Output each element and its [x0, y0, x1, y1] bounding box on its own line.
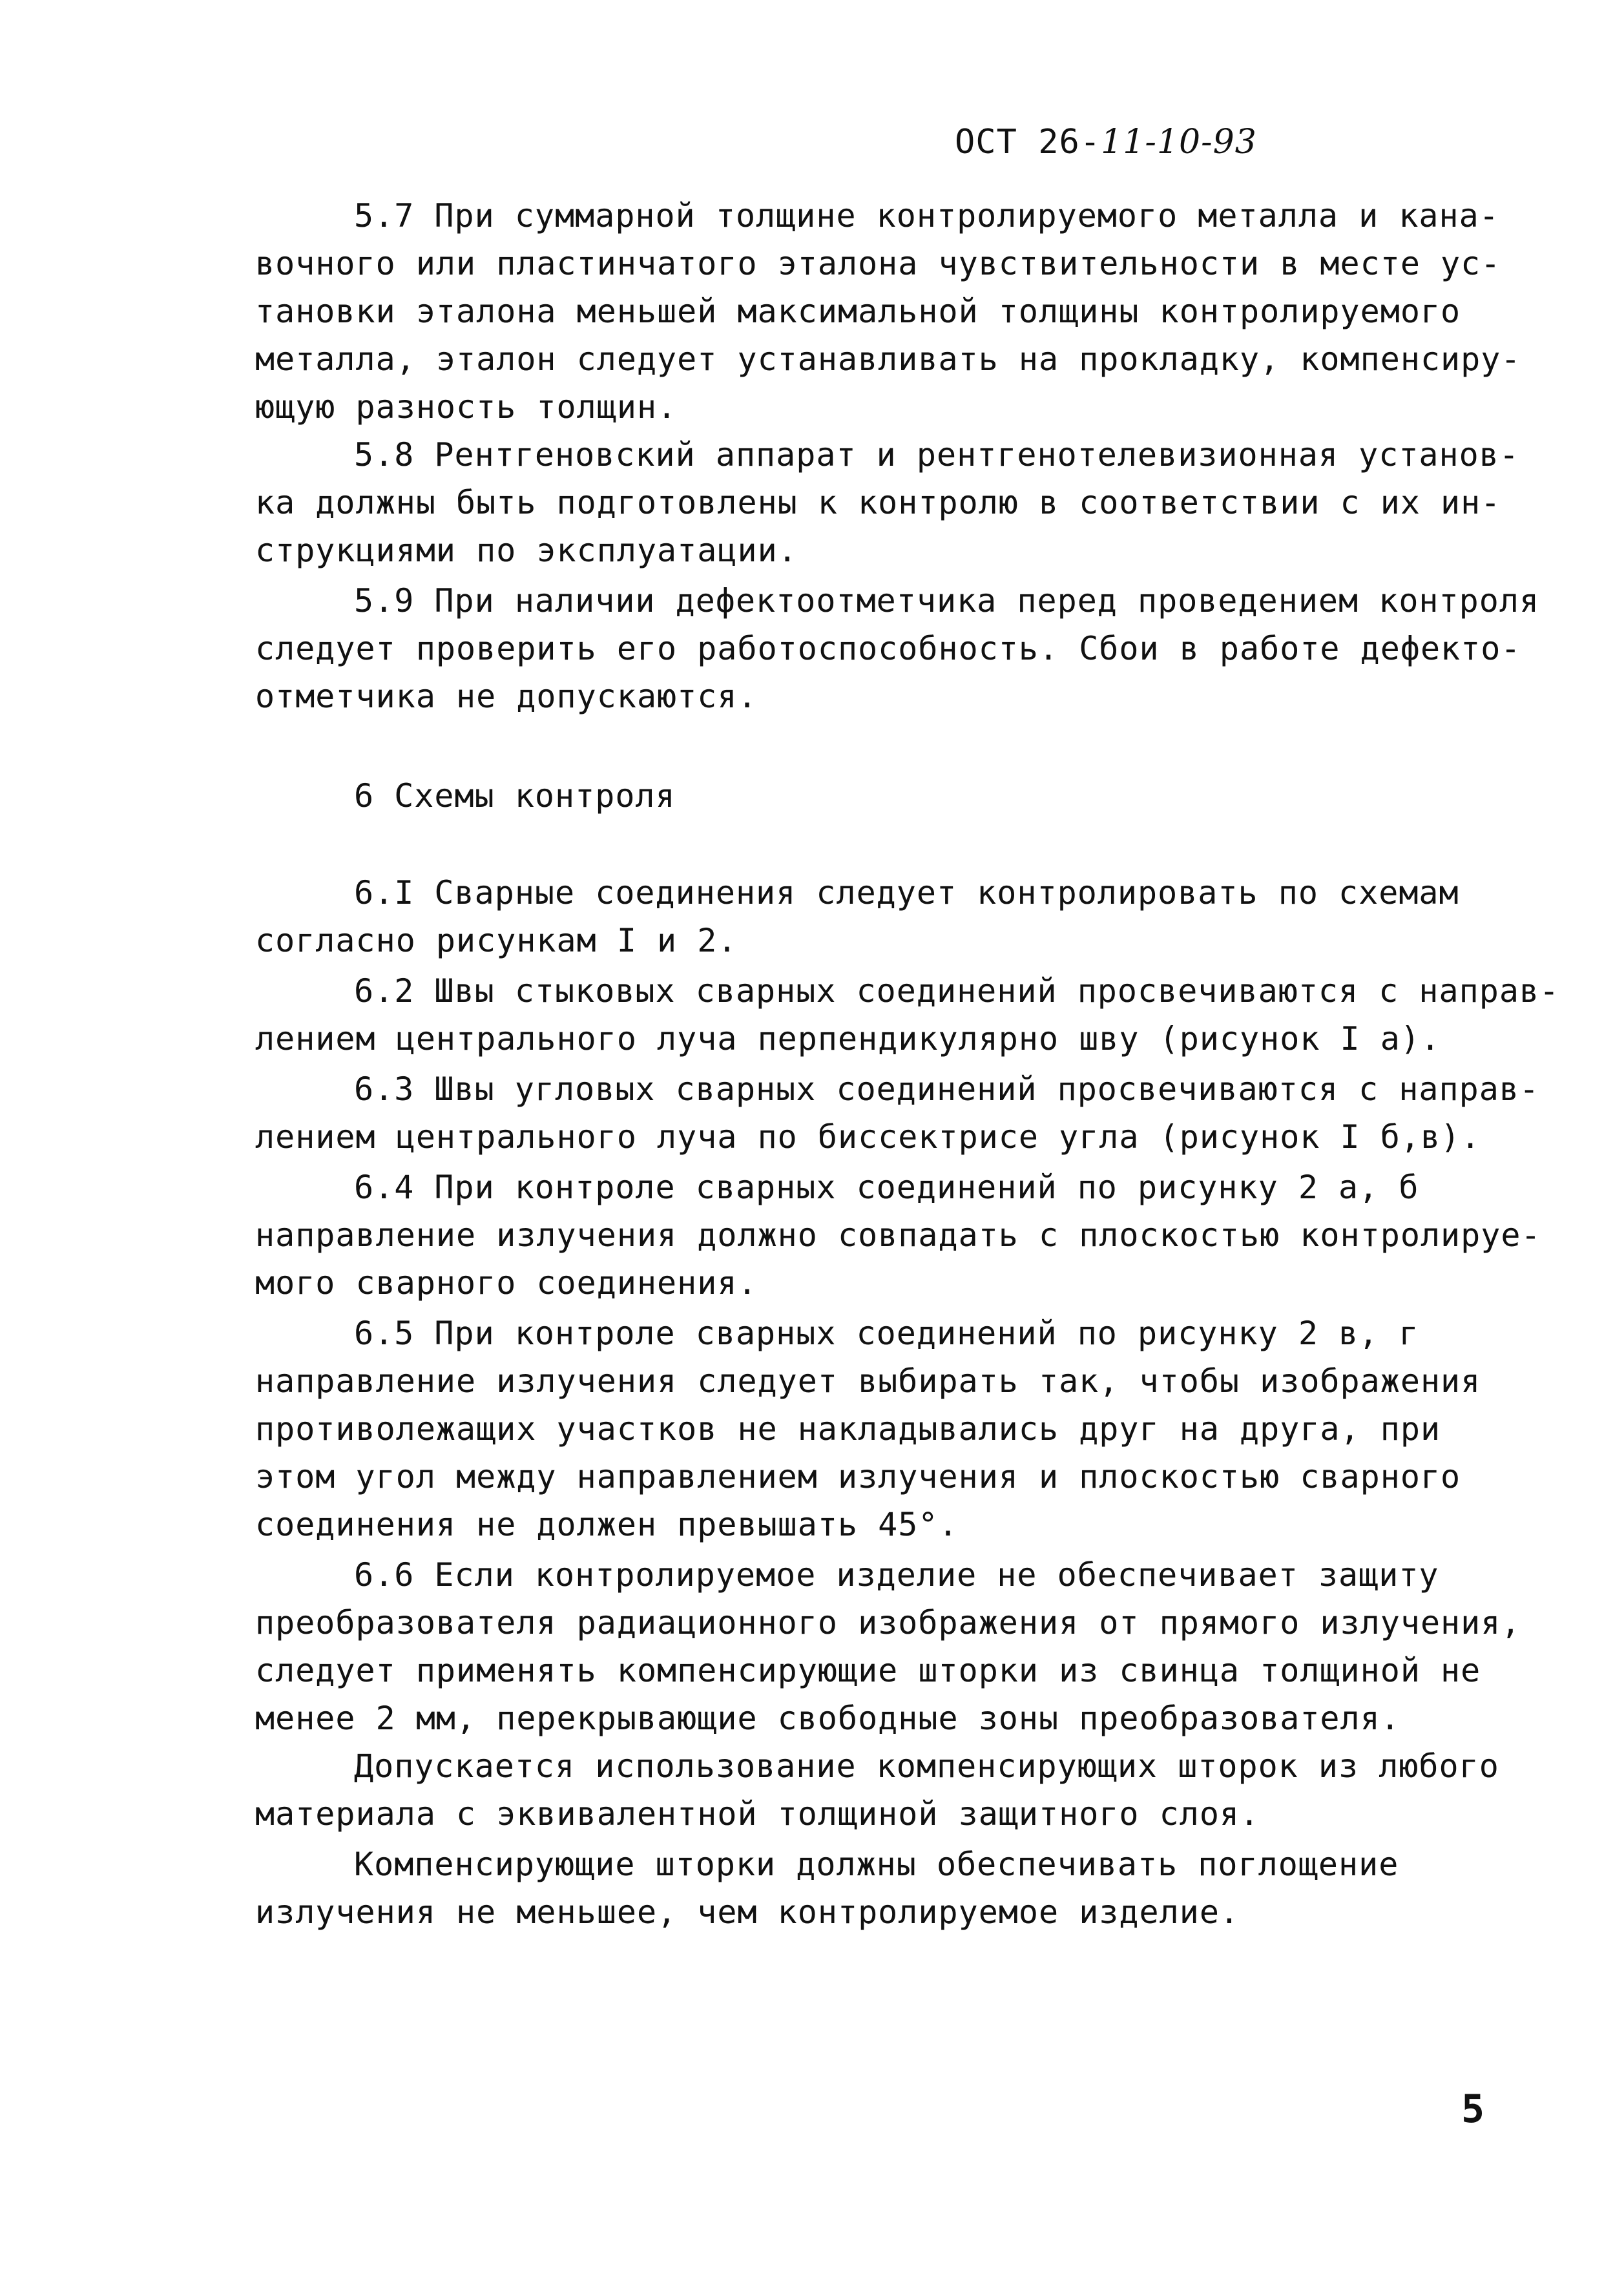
paragraph-6-6-line-2: преобразователя радиационного изображения от прямого излучения, — [255, 1604, 1521, 1641]
paragraph-6-3-line-2: лением центрального луча по биссектрисе угла (рисунок I б,в). — [255, 1118, 1481, 1156]
paragraph-6-5-line-1: 6.5 При контроле сварных соединений по рисунку 2 в, г — [354, 1315, 1419, 1352]
paragraph-6-4-line-1: 6.4 При контроле сварных соединений по рисунку 2 а, б — [354, 1169, 1419, 1206]
paragraph-6-6-line-4: менее 2 мм, перекрывающие свободные зоны преобразователя. — [255, 1700, 1400, 1737]
paragraph-5-7-line-5: ющую разность толщин. — [255, 388, 678, 426]
paragraph-6-5-line-4: этом угол между направлением излучения и плоскостью сварного — [255, 1458, 1461, 1495]
paragraph-5-8-line-2: ка должны быть подготовлены к контролю в соответствии с их ин- — [255, 484, 1501, 521]
paragraph-6-3-line-1: 6.3 Швы угловых сварных соединений просвечиваются с направ- — [354, 1070, 1540, 1108]
paragraph-5-7-line-2: вочного или пластинчатого эталона чувствительности в месте ус- — [255, 245, 1501, 282]
paragraph-6-6-line-3: следует применять компенсирующие шторки из свинца толщиной не — [255, 1652, 1481, 1689]
document-code-prefix: ОСТ 26- — [955, 123, 1101, 161]
document-code-handwritten: 11-10-93 — [1101, 123, 1257, 161]
paragraph-6-1-line-2: согласно рисункам I и 2. — [255, 922, 738, 959]
paragraph-6-5-line-5: соединения не должен превышать 45°. — [255, 1506, 959, 1543]
paragraph-5-7-line-1: 5.7 При суммарной толщине контролируемого металла и кана- — [354, 197, 1499, 234]
paragraph-allowed-line-1: Допускается использование компенсирующих шторок из любого — [354, 1747, 1499, 1785]
paragraph-5-9-line-1: 5.9 При наличии дефектоотметчика перед проведением контроля — [354, 582, 1540, 620]
paragraph-shutters-line-2: излучения не меньшее, чем контролируемое изделие. — [255, 1893, 1240, 1931]
paragraph-5-8-line-3: струкциями по эксплуатации. — [255, 532, 798, 569]
paragraph-5-9-line-3: отметчика не допускаются. — [255, 678, 758, 715]
section-6-heading: 6 Схемы контроля — [354, 777, 676, 815]
paragraph-5-9-line-2: следует проверить его работоспособность. Сбои в работе дефекто- — [255, 630, 1521, 667]
paragraph-allowed-line-2: материала с эквивалентной толщиной защитного слоя. — [255, 1795, 1260, 1833]
paragraph-5-8-line-1: 5.8 Рентгеновский аппарат и рентгенотелевизионная установ- — [354, 436, 1519, 474]
paragraph-6-2-line-1: 6.2 Швы стыковых сварных соединений просвечиваются с направ- — [354, 972, 1560, 1010]
paragraph-5-7-line-4: металла, эталон следует устанавливать на прокладку, компенсиру- — [255, 340, 1521, 378]
paragraph-5-7-line-3: тановки эталона меньшей максимальной толщины контролируемого — [255, 293, 1461, 330]
paragraph-6-5-line-2: направление излучения следует выбирать так, чтобы изображения — [255, 1362, 1481, 1400]
paragraph-6-4-line-2: направление излучения должно совпадать с плоскостью контролируе- — [255, 1216, 1541, 1254]
paragraph-6-2-line-2: лением центрального луча перпендикулярно шву (рисунок I а). — [255, 1020, 1441, 1057]
paragraph-shutters-line-1: Компенсирующие шторки должны обеспечивать поглощение — [354, 1846, 1399, 1883]
document-code-header — [955, 123, 1257, 161]
paragraph-6-6-line-1: 6.6 Если контролируемое изделие не обеспечивает защиту — [354, 1556, 1439, 1594]
paragraph-6-4-line-3: мого сварного соединения. — [255, 1264, 758, 1302]
paragraph-6-1-line-1: 6.I Сварные соединения следует контролировать по схемам — [354, 874, 1459, 911]
page-number: 5 — [1461, 2087, 1485, 2132]
paragraph-6-5-line-3: противолежащих участков не накладывались друг на друга, при — [255, 1410, 1441, 1448]
